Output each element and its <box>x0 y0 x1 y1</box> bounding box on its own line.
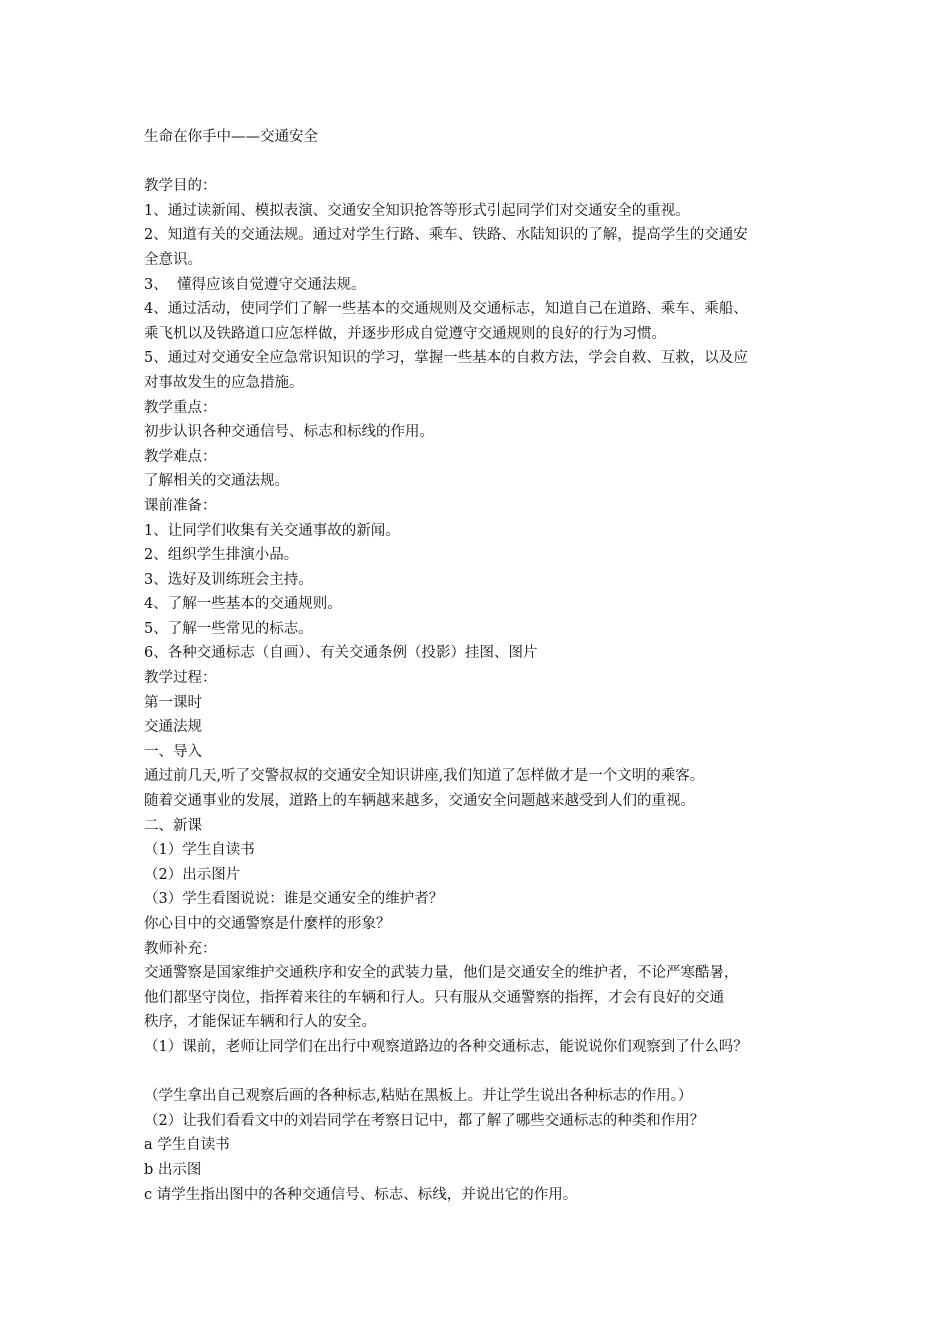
lesson-substep: a 学生自读书 <box>144 1137 230 1154</box>
lesson-step: （2）让我们看看文中的刘岩同学在考察日记中，都了解了哪些交通标志的种类和作用？ <box>144 1112 705 1129</box>
preparation-item: 2、组织学生排演小品。 <box>144 547 299 564</box>
preparation-item: 1、让同学们收集有关交通事故的新闻。 <box>144 522 400 539</box>
lesson-substep: c 请学生指出图中的各种交通信号、标志、标线，并说出它的作用。 <box>144 1186 578 1203</box>
document-page <box>144 125 816 1207</box>
preparation-item: 3、选好及训练班会主持。 <box>144 571 313 588</box>
heading-key-points: 教学重点： <box>144 399 217 416</box>
lesson-substep: b 出示图 <box>144 1161 202 1178</box>
objective-item: 3、 懂得应该自觉遵守交通法规。 <box>144 276 366 293</box>
preparation-item: 4、了解一些基本的交通规则。 <box>144 596 342 613</box>
objective-item: 5、通过对交通安全应急常识知识的学习，掌握一些基本的自救方法，学会自救、互救，以及应 <box>144 350 748 367</box>
lesson-label: 第一课时 <box>144 694 202 711</box>
objective-item: 4、通过活动，使同学们了解一些基本的交通规则及交通标志，知道自己在道路、乘车、乘船、 <box>144 301 748 318</box>
preparation-item: 6、各种交通标志（自画）、有关交通条例（投影）挂图、图片 <box>144 645 538 662</box>
heading-process: 教学过程： <box>144 670 217 687</box>
objective-item: 2、知道有关的交通法规。通过对学生行路、乘车、铁路、水陆知识的了解，提高学生的交通安 <box>144 227 748 244</box>
intro-text: 通过前几天,听了交警叔叔的交通安全知识讲座,我们知道了怎样做才是一个文明的乘客。 <box>144 768 705 785</box>
section-new-lesson: 二、新课 <box>144 817 202 834</box>
objective-item-cont: 乘飞机以及铁路道口应怎样做，并逐步形成自觉遵守交通规则的良好的行为习惯。 <box>144 325 666 342</box>
preparation-item: 5、了解一些常见的标志。 <box>144 620 313 637</box>
supplement-text: 交通警察是国家维护交通秩序和安全的武装力量，他们是交通安全的维护者，不论严寒酷暑， <box>144 965 739 982</box>
lesson-step: （1）学生自读书 <box>144 842 255 859</box>
document-title: 生命在你手中——交通安全 <box>144 129 318 145</box>
heading-objectives: 教学目的： <box>144 178 217 195</box>
intro-text: 随着交通事业的发展，道路上的车辆越来越多，交通安全问题越来越受到人们的重视。 <box>144 793 695 810</box>
teacher-supplement-label: 教师补充： <box>144 940 217 957</box>
lesson-question: 你心目中的交通警察是什麼样的形象？ <box>144 916 391 932</box>
supplement-text: 秩序，才能保证车辆和行人的安全。 <box>144 1014 376 1031</box>
lesson-note: （学生拿出自己观察后画的各种标志,粘贴在黑板上。并让学生说出各种标志的作用。） <box>144 1088 693 1105</box>
supplement-text: 他们都坚守岗位，指挥着来往的车辆和行人。只有服从交通警察的指挥，才会有良好的交通 <box>144 989 724 1006</box>
difficulty-text: 了解相关的交通法规。 <box>144 473 289 490</box>
lesson-step: （3）学生看图说说：谁是交通安全的维护者？ <box>144 891 444 908</box>
heading-preparation: 课前准备： <box>144 497 217 514</box>
heading-difficulties: 教学难点： <box>144 448 217 465</box>
objective-item-cont: 全意识。 <box>144 251 202 268</box>
lesson-step: （2）出示图片 <box>144 866 241 883</box>
objective-item: 1、通过读新闻、模拟表演、交通安全知识抢答等形式引起同学们对交通安全的重视。 <box>144 202 690 219</box>
objective-item-cont: 对事故发生的应急措施。 <box>144 374 304 391</box>
section-intro: 一、导入 <box>144 743 202 760</box>
lesson-topic: 交通法规 <box>144 719 202 736</box>
lesson-step: （1）课前，老师让同学们在出行中观察道路边的各种交通标志，能说说你们观察到了什么吗？ <box>144 1038 748 1055</box>
key-point-text: 初步认识各种交通信号、标志和标线的作用。 <box>144 424 434 441</box>
